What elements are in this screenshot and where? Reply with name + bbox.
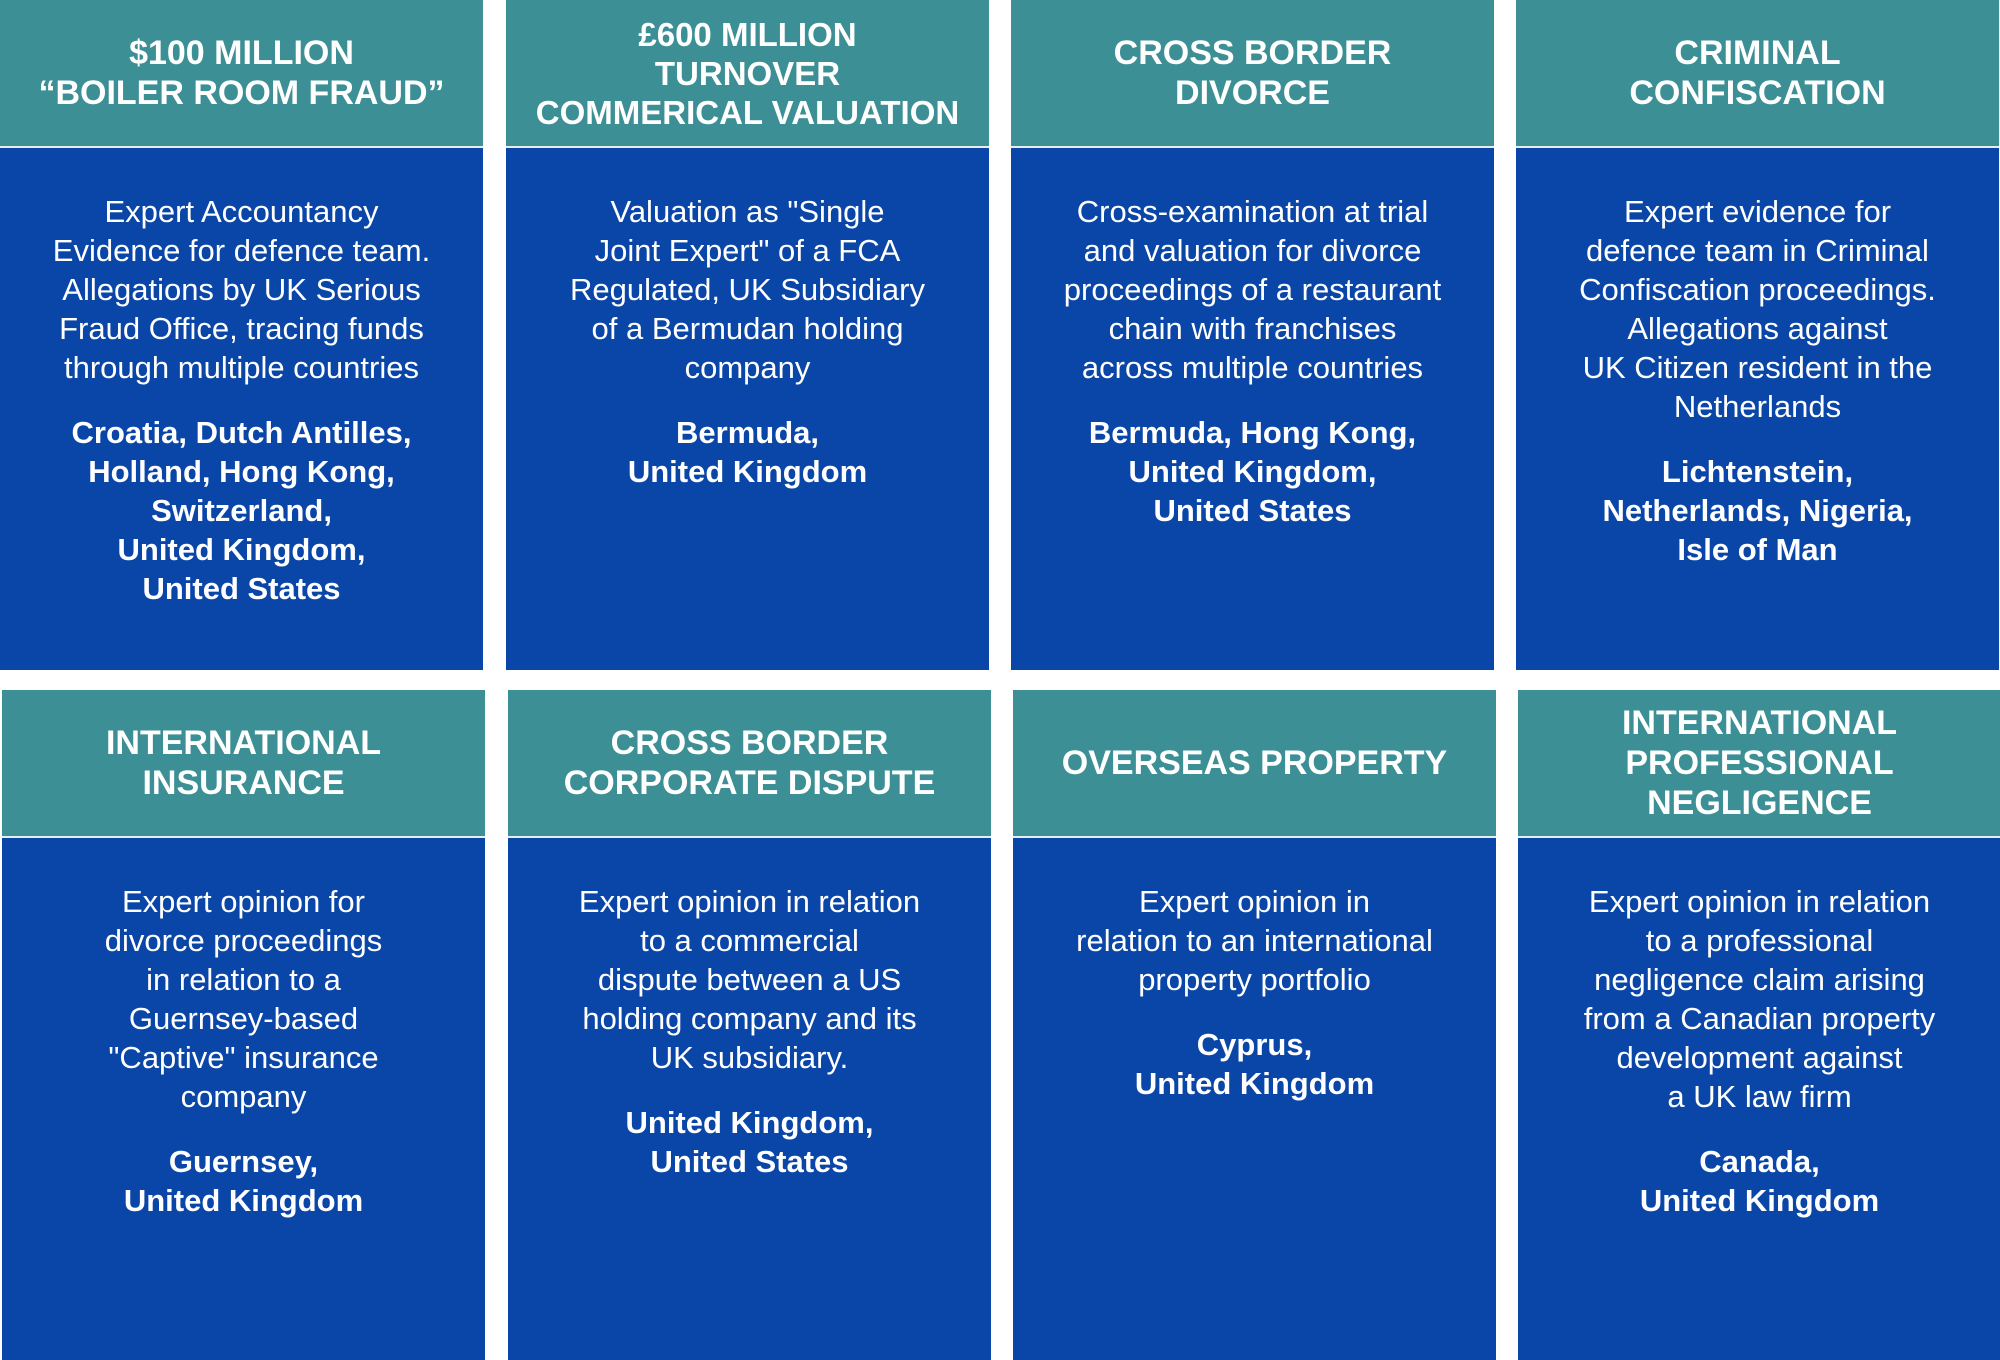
case-card-cross-border-divorce [1011, 0, 1494, 670]
card-body [0, 148, 483, 670]
case-card-international-insurance [2, 690, 485, 1360]
card-countries: Bermuda, United Kingdom [627, 415, 868, 489]
card-title: CROSS BORDER DIVORCE [1011, 0, 1494, 146]
card-title: CRIMINAL CONFISCATION [1516, 0, 1999, 146]
card-body [1011, 148, 1494, 670]
card-description: Expert opinion in relation to an international property portfolio [1076, 884, 1433, 997]
card-countries: Cyprus, United Kingdom [1134, 1027, 1375, 1101]
card-title: INTERNATIONAL INSURANCE [2, 690, 485, 836]
card-body [1518, 838, 2000, 1360]
card-body [2, 838, 485, 1360]
card-description: Expert opinion in relation to a professional negligence claim arising from a Canadian property development against a UK law firm [1583, 884, 1936, 1114]
card-countries: Lichtenstein, Netherlands, Nigeria, Isle of Man [1602, 454, 1913, 567]
card-body [1013, 838, 1496, 1360]
card-title: $100 MILLION “BOILER ROOM FRAUD” [0, 0, 483, 146]
card-description: Expert evidence for defence team in Criminal Confiscation proceedings. Allegations against UK Citizen resident in the Netherlands [1579, 194, 1936, 424]
case-card-corporate-dispute [508, 690, 991, 1360]
card-title: OVERSEAS PROPERTY [1013, 690, 1496, 836]
card-title: INTERNATIONAL PROFESSIONAL NEGLIGENCE [1518, 690, 2000, 836]
card-description: Cross-examination at trial and valuation for divorce proceedings of a restaurant chain with franchises across multiple countries [1063, 194, 1442, 385]
case-card-boiler-room-fraud [0, 0, 483, 670]
case-card-professional-negligence [1518, 690, 2000, 1360]
card-title: CROSS BORDER CORPORATE DISPUTE [508, 690, 991, 836]
card-description: Expert opinion in relation to a commercial dispute between a US holding company and its UK subsidiary. [578, 884, 921, 1075]
card-countries: United Kingdom, United States [625, 1105, 874, 1179]
case-card-commercial-valuation [506, 0, 989, 670]
card-body [1516, 148, 1999, 670]
card-body [506, 148, 989, 670]
card-countries: Bermuda, Hong Kong, United Kingdom, United States [1088, 415, 1417, 528]
card-countries: Canada, United Kingdom [1639, 1144, 1880, 1218]
card-countries: Guernsey, United Kingdom [123, 1144, 364, 1218]
card-description: Expert Accountancy Evidence for defence team. Allegations by UK Serious Fraud Office, tracing funds through multiple countries [52, 194, 431, 385]
case-card-overseas-property [1013, 690, 1496, 1360]
card-countries: Croatia, Dutch Antilles, Holland, Hong Kong, Switzerland, United Kingdom, United States [71, 415, 412, 606]
card-description: Expert opinion for divorce proceedings in relation to a Guernsey-based "Captive" insurance company [104, 884, 383, 1114]
card-description: Valuation as "Single Joint Expert" of a FCA Regulated, UK Subsidiary of a Bermudan holding company [570, 194, 925, 385]
card-body [508, 838, 991, 1360]
card-title: £600 MILLION TURNOVER COMMERICAL VALUATION [506, 0, 989, 146]
case-card-criminal-confiscation [1516, 0, 1999, 670]
